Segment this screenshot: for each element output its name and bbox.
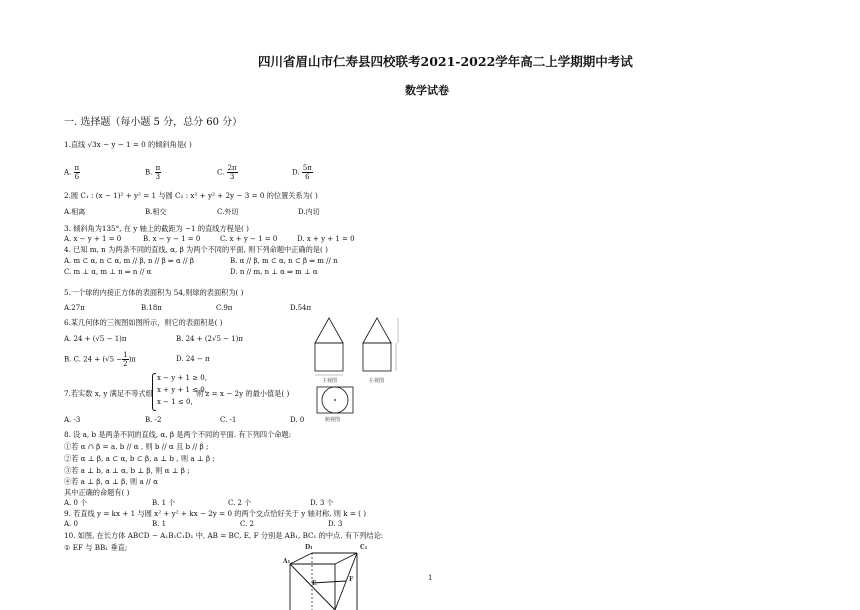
question-2-stem: 2.圆 C₁ : (x − 1)² + y² = 1 与圆 C₂ : x² + y² + 2y − 3 = 0 的位置关系为( ) [64, 191, 318, 200]
question-4-option-d: D. n // m, n ⊥ α ⇒ m ⊥ α [230, 268, 318, 276]
question-8-stem: 8. 设 a, b 是两条不同的直线, α, β 是两个不同的平面. 有下列四个命题: [64, 430, 292, 439]
question-8-option-d: D. 3 个 [310, 499, 334, 507]
label-c1: C₁ [360, 544, 368, 551]
question-8-item-2: ②若 α ⊥ β, a ⊂ α, b ⊂ β, a ⊥ b , 则 a ⊥ β ; [64, 454, 215, 463]
question-2-option-b: B.相交 [145, 208, 167, 216]
question-5-option-d: D.54π [290, 304, 312, 312]
cuboid-figure [282, 550, 372, 610]
question-5-option-b: B.18π [141, 304, 162, 312]
question-9-stem: 9. 若直线 y = kx + 1 与圆 x² + y² + kx − 2y = 0 的两个交点恰好关于 y 轴对称, 则 k = ( ) [64, 509, 367, 518]
question-7-stem-prefix: 7.若实数 x, y 满足不等式组 [64, 389, 153, 398]
question-7-ineq-2: x + y + 1 ≤ 0, [157, 386, 207, 394]
section-heading: 一. 选择题（每小题 5 分，总分 60 分） [64, 117, 243, 128]
front-view-square [315, 343, 343, 371]
page-title: 四川省眉山市仁寿县四校联考2021-2022学年高二上学期期中考试 [258, 54, 633, 69]
question-3-option-d: D. x + y + 1 = 0 [297, 235, 355, 243]
question-8-item-1: ①若 α ∩ β = a, b // α , 则 b // α 且 b // β ; [64, 442, 209, 451]
question-10-stem: 10. 如图, 在长方体 ABCD − A₁B₁C₁D₁ 中, AB = BC, E, F 分别是 AB₁, BC₁ 的中点. 有下列结论: [64, 531, 384, 540]
side-view-triangle [363, 318, 391, 343]
question-8-option-b: B. 1 个 [152, 499, 176, 507]
question-1-stem: 1.直线 √3x − y − 1 = 0 的倾斜角是( ) [64, 140, 192, 149]
question-10-item-1: ① EF 与 BB₁ 垂直; [64, 543, 128, 552]
side-view-caption: 左视图 [369, 378, 385, 384]
question-2-option-a: A.相离 [64, 208, 86, 216]
front-view-caption: 主视图 [322, 378, 338, 384]
side-view-square [363, 343, 391, 371]
page-subtitle: 数学试卷 [405, 84, 449, 97]
question-8-ask: 其中正确的命题有( ) [64, 488, 130, 497]
question-9-option-a: A. 0 [64, 520, 78, 528]
question-5-stem: 5.一个球的内接正方体的表面积为 54,则球的表面积为( ) [64, 288, 244, 297]
question-5-option-c: C.9π [216, 304, 233, 312]
question-7-stem-suffix: 则 z = x − 2y 的最小值是( ) [196, 389, 290, 398]
question-6-option-c: B. C. 24 + (√5 − $\frac{1}{2}$ )π [64, 351, 136, 368]
question-8-option-c: C. 2 个 [228, 499, 252, 507]
question-1-option-c: C. $\frac{2\pi}{3}$ [217, 164, 237, 181]
question-3-option-c: C. x + y − 1 = 0 [220, 235, 278, 243]
question-1-option-d: D. $\frac{5\pi}{6}$ [292, 164, 312, 181]
question-7-system-brace [152, 373, 156, 411]
question-7-option-d: D. 0 [290, 416, 305, 424]
question-8-option-a: A. 0 个 [64, 499, 88, 507]
question-1-option-b: B. $\frac{\pi}{3}$ [145, 164, 161, 181]
label-f: F [349, 576, 354, 583]
front-view-triangle [315, 318, 343, 343]
three-view-figure [310, 315, 410, 415]
question-2-option-c: C.外切 [217, 208, 239, 216]
question-4-option-b: B. α // β, m ⊂ α, n ⊂ β ⇒ m // n [230, 257, 338, 265]
question-3-option-a: A. x − y + 1 = 0 [64, 235, 122, 243]
question-6-stem: 6.某几何体的三视图如图所示，则它的表面积是( ) [64, 318, 223, 327]
question-3-stem: 3. 倾斜角为135°, 在 y 轴上的截距为 −1 的直线方程是( ) [64, 224, 249, 233]
question-8-item-3: ③若 a ⊥ b, a ⊥ α, b ⊥ β, 则 α ⊥ β ; [64, 466, 190, 475]
question-7-option-a: A. -3 [64, 416, 81, 424]
question-9-option-b: B. 1 [152, 520, 167, 528]
label-a1: A₁ [283, 558, 291, 565]
top-view-caption: 俯视图 [325, 417, 341, 423]
label-e: E [312, 580, 317, 587]
question-5-option-a: A.27π [64, 304, 85, 312]
question-7-option-c: C. -1 [220, 416, 237, 424]
question-6-option-a: A. 24 + (√5 − 1)π [64, 335, 127, 343]
question-4-stem: 4. 已知 m, n 为两条不同的直线, α, β 为两个不同的平面, 则下列命题中正确的是( ) [64, 245, 328, 254]
question-3-option-b: B. x − y − 1 = 0 [143, 235, 201, 243]
question-6-option-b: B. 24 + (2√5 − 1)π [176, 335, 244, 343]
question-7-option-b: B. -2 [145, 416, 162, 424]
question-9-option-d: D. 3 [328, 520, 343, 528]
question-8-item-4: ④若 a ⊥ β, α ⊥ β, 则 a // α [64, 477, 158, 486]
question-4-option-c: C. m ⊥ α, m ⊥ n ⇒ n // α [64, 268, 152, 276]
question-1-option-a: A. $\frac{\pi}{6}$ [64, 164, 80, 181]
label-d1: D₁ [305, 544, 313, 551]
question-2-option-d: D.内切 [298, 208, 320, 216]
question-7-ineq-1: x − y + 1 ≥ 0, [157, 374, 207, 382]
question-6-option-d: D. 24 − π [176, 355, 210, 363]
question-4-option-a: A. m ⊂ α, n ⊂ α, m // β, n // β ⇒ α // β [64, 257, 194, 265]
page-number: 1 [428, 574, 433, 582]
question-9-option-c: C. 2 [240, 520, 255, 528]
question-7-ineq-3: x − 1 ≤ 0, [157, 398, 193, 406]
